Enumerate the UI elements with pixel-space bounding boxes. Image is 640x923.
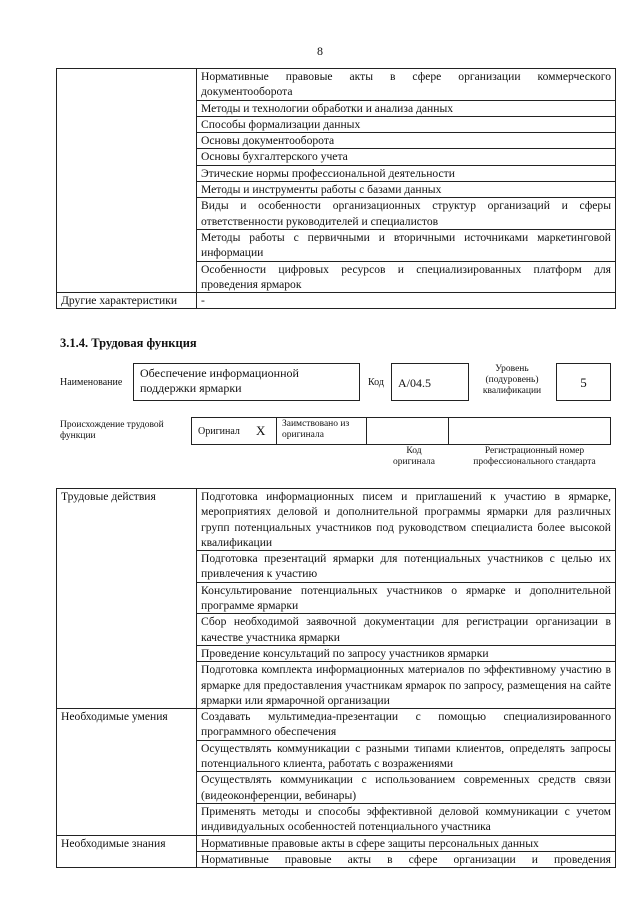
labor-action-row: Консультирование потенциальных участников о ярмарке и дополнительной программе ярмарки bbox=[197, 582, 616, 614]
origin-boxes bbox=[191, 417, 611, 445]
other-characteristics-value: - bbox=[197, 293, 616, 309]
knowledge-row: Нормативные правовые акты в сфере организации и проведения bbox=[197, 851, 616, 867]
code-label: Код bbox=[368, 377, 384, 388]
skill-row: Создавать мультимедиа-презентации с помощью специализированного программного обеспечения bbox=[197, 709, 616, 741]
skill-row: Осуществлять коммуникации с использованием современных средств связи (видеоконференции, вебинары) bbox=[197, 772, 616, 804]
origin-divider bbox=[366, 418, 367, 444]
borrowed-label: Заимствовано из оригинала bbox=[282, 419, 350, 440]
registration-number-caption: Регистрационный номер профессионального стандарта bbox=[473, 446, 596, 467]
original-label: Оригинал bbox=[198, 426, 240, 437]
knowledge-row: Нормативные правовые акты в сфере организации коммерческого документооборота bbox=[197, 69, 616, 101]
labor-action-row: Подготовка презентаций ярмарки для потенциальных участников с целью их привлечения к участию bbox=[197, 551, 616, 583]
level-value-box: 5 bbox=[556, 363, 611, 401]
name-label: Наименование bbox=[60, 377, 123, 388]
knowledge-row: Способы формализации данных bbox=[197, 116, 616, 132]
labor-action-row: Подготовка информационных писем и приглашений к участию в ярмарке, мероприятиях деловой и дополнительной программы ярмарки для различных групп потенциальных участников под руководством специалиста более высокой квалификации bbox=[197, 489, 616, 551]
origin-divider bbox=[448, 418, 449, 444]
labor-action-row: Проведение консультаций по запросу участников ярмарки bbox=[197, 645, 616, 661]
original-mark: X bbox=[256, 423, 266, 438]
function-name-box: Обеспечение информационной поддержки ярмарки bbox=[133, 363, 360, 401]
skill-row: Осуществлять коммуникации с разными типами клиентов, определять запросы потенциального клиента, работать с возражениями bbox=[197, 740, 616, 772]
code-original-caption: Код оригинала bbox=[393, 446, 435, 467]
other-characteristics-label: Другие характеристики bbox=[57, 293, 197, 309]
labor-action-row: Сбор необходимой заявочной документации для регистрации организации в качестве участника ярмарки bbox=[197, 614, 616, 646]
knowledge-row: Нормативные правовые акты в сфере защиты персональных данных bbox=[197, 835, 616, 851]
knowledge-row: Основы документооборота bbox=[197, 133, 616, 149]
code-value-box: A/04.5 bbox=[391, 363, 469, 401]
knowledge-row: Этические нормы профессиональной деятельности bbox=[197, 165, 616, 181]
knowledge-row: Особенности цифровых ресурсов и специализированных платформ для проведения ярмарок bbox=[197, 261, 616, 293]
page-number: 8 bbox=[317, 44, 323, 58]
required-knowledge-label: Необходимые знания bbox=[57, 835, 197, 868]
skill-row: Применять методы и способы эффективной деловой коммуникации с учетом индивидуальных особенностей потенциального участника bbox=[197, 803, 616, 835]
labor-action-row: Подготовка комплекта информационных материалов по эффективному участию в ярмарке для предоставления участникам ярмарок по запросу, размещения на сайте ярмарки или ярмарочной организации bbox=[197, 662, 616, 709]
section-title: 3.1.4. Трудовая функция bbox=[60, 336, 197, 350]
origin-label: Происхождение трудовой функции bbox=[60, 420, 164, 441]
empty-label-cell bbox=[57, 69, 197, 293]
knowledge-row: Виды и особенности организационных структур организаций и сферы ответственности руководителей и специалистов bbox=[197, 198, 616, 230]
knowledge-row: Методы и технологии обработки и анализа данных bbox=[197, 100, 616, 116]
labor-actions-label: Трудовые действия bbox=[57, 489, 197, 709]
origin-divider bbox=[276, 418, 277, 444]
knowledge-row: Методы и инструменты работы с базами данных bbox=[197, 182, 616, 198]
knowledge-row: Основы бухгалтерского учета bbox=[197, 149, 616, 165]
required-skills-label: Необходимые умения bbox=[57, 709, 197, 835]
knowledge-row: Методы работы с первичными и вторичными источниками маркетинговой информации bbox=[197, 229, 616, 261]
labor-function-table bbox=[56, 488, 616, 868]
knowledge-table-continued bbox=[56, 68, 616, 309]
level-label: Уровень (подуровень) квалификации bbox=[482, 364, 542, 396]
